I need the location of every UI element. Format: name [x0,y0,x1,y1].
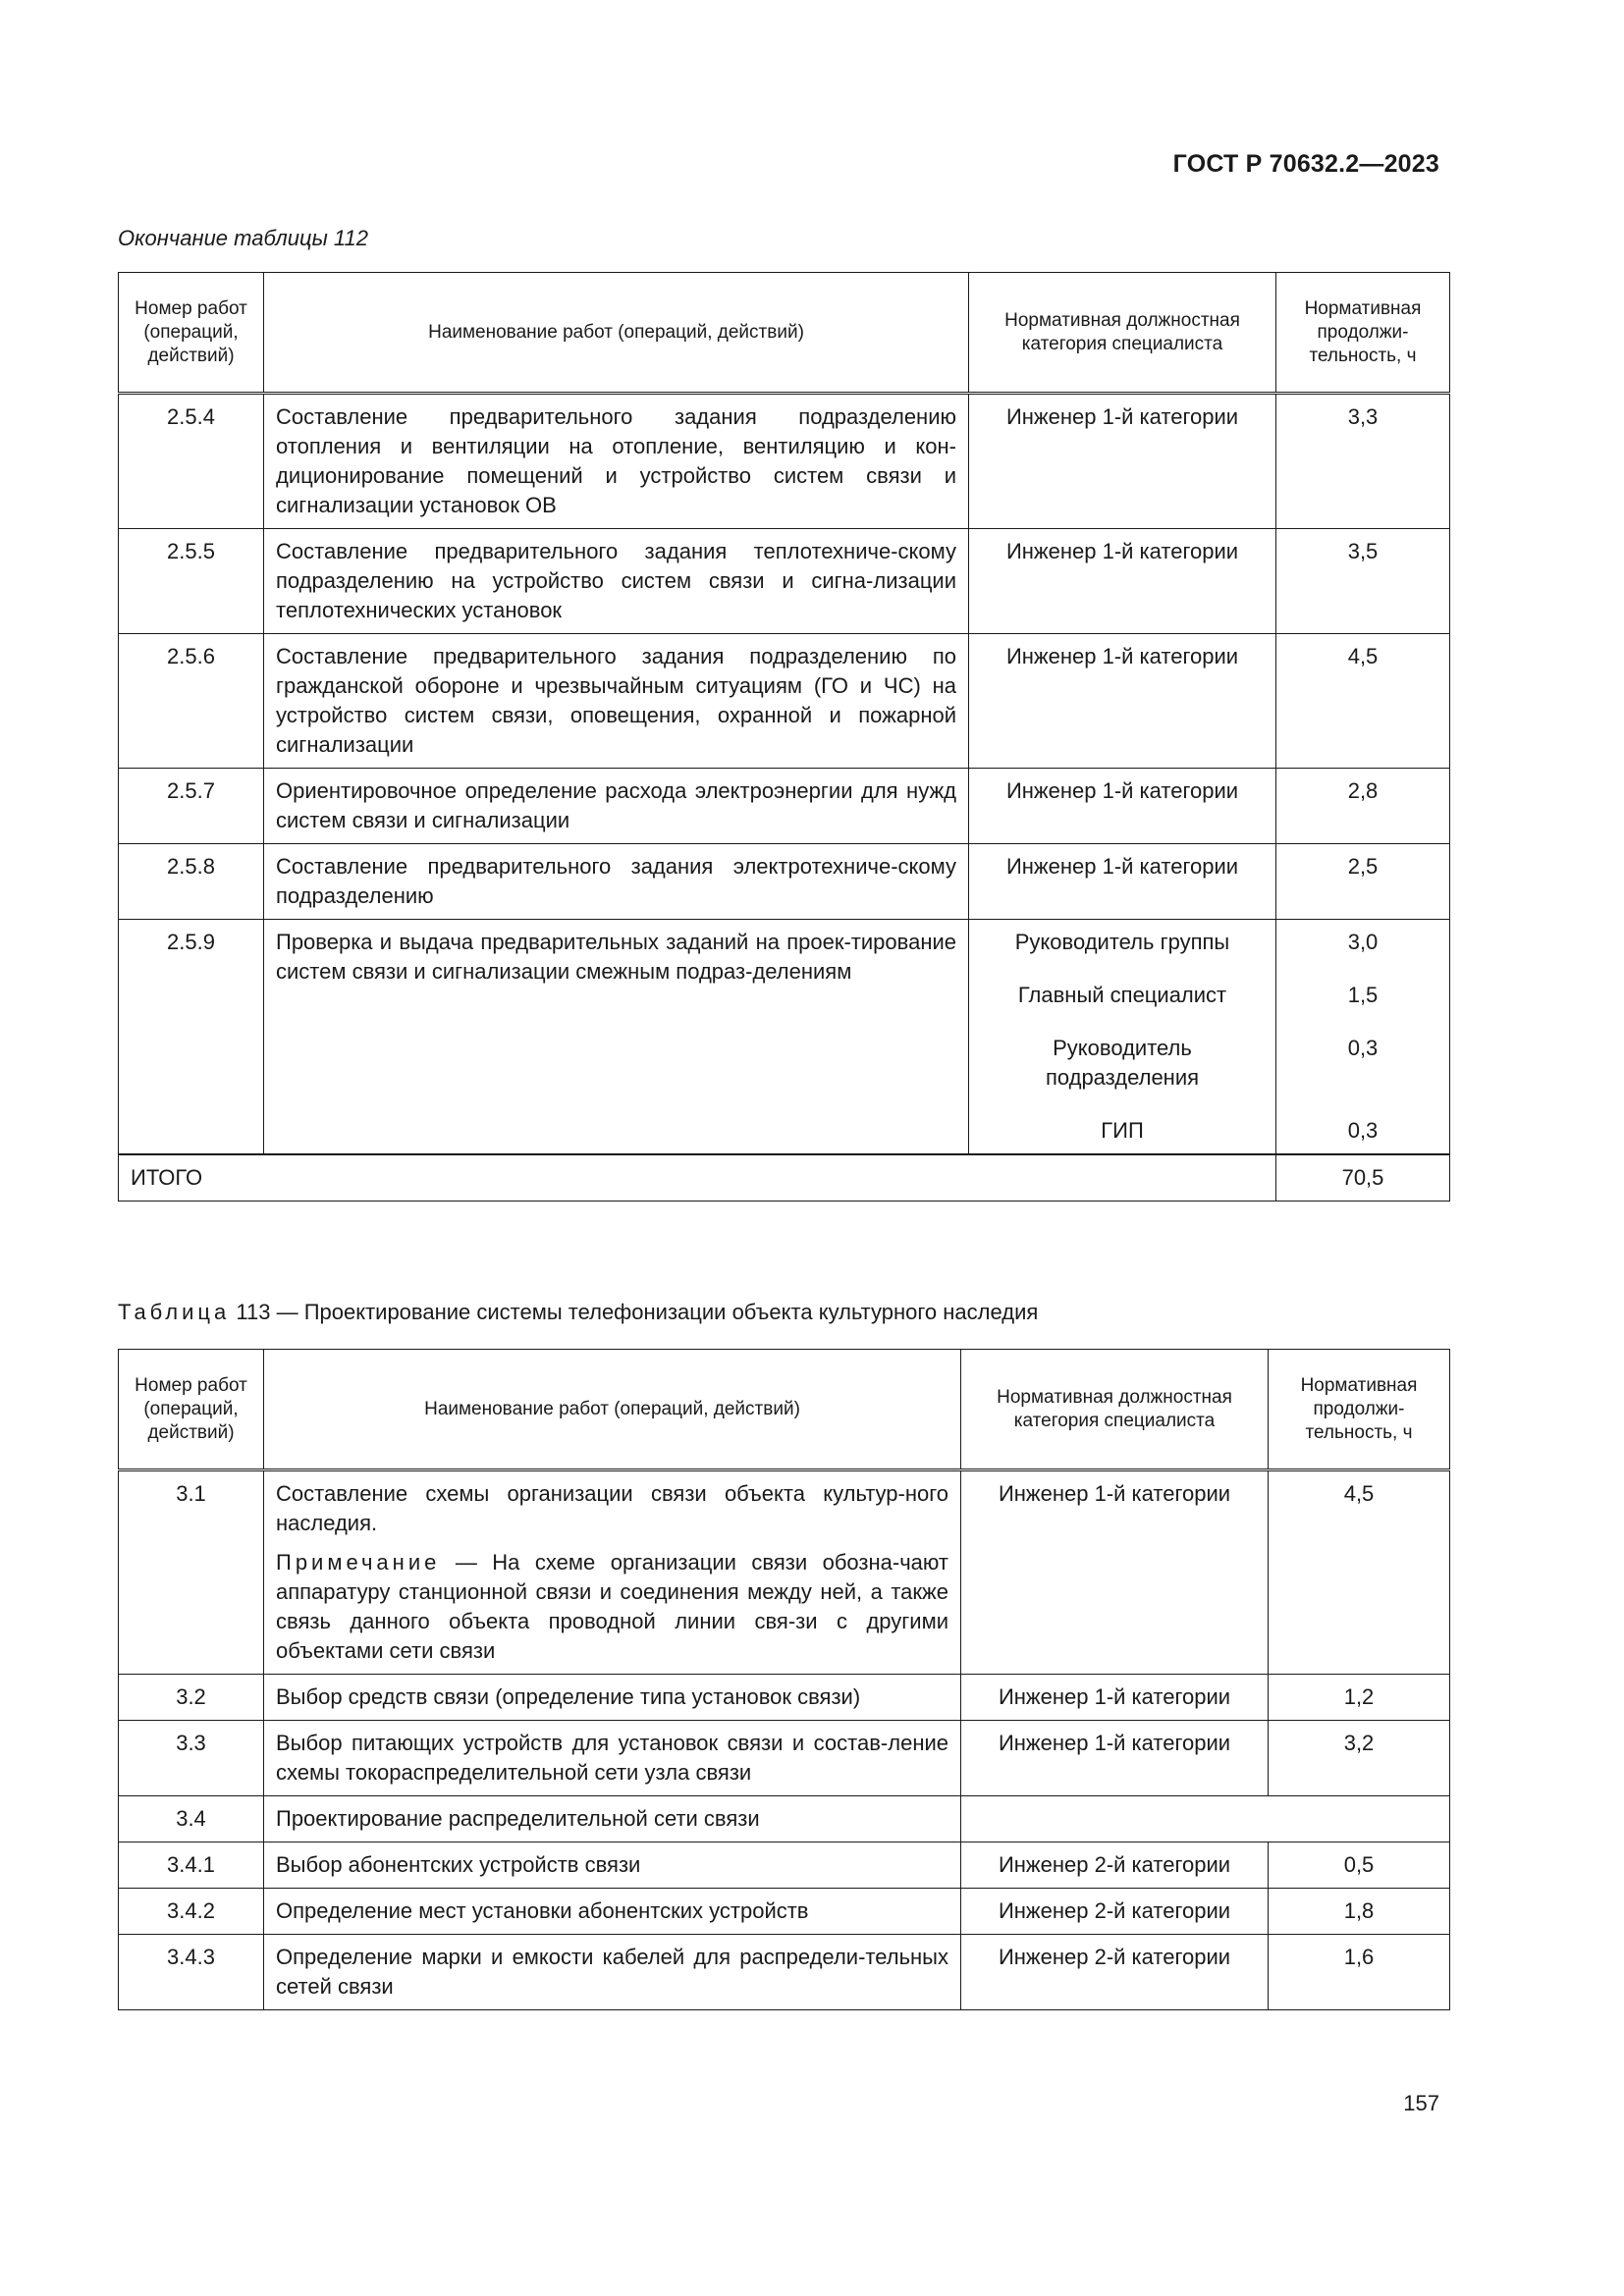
note-label: Примечание [276,1550,441,1575]
row-duration: 4,5 [1269,1470,1450,1675]
row-number: 3.4 [119,1796,264,1842]
row-name: Определение марки и емкости кабелей для распредели-тельных сетей связи [264,1935,961,2010]
role-category: Руководитель группы [1014,930,1230,954]
row-name: Составление предварительного задания подразделению отопления и вентиляции на отопление, вентиляцию и кон-диционирование помещений и устройство систем связи и сигнализации установок ОВ [264,394,969,529]
row-duration: 3,2 [1269,1721,1450,1796]
column-header-name: Наименование работ (операций, действий) [264,273,969,394]
total-value: 70,5 [1276,1154,1450,1201]
row-category: Инженер 2-й категории [961,1889,1269,1935]
row-duration: 1,2 [1269,1675,1450,1721]
caption-word: Таблица [118,1300,231,1324]
row-category: Инженер 1-й категории [969,769,1276,844]
row-name: Выбор средств связи (определение типа установок связи) [264,1675,961,1721]
table-row [119,634,1450,769]
row-name: Ориентировочное определение расхода электроэнергии для нужд систем связи и сигнализации [264,769,969,844]
row-category: Инженер 1-й категории [969,529,1276,634]
note-text: — На схеме организации связи обозна-чают аппаратуру станционной связи и соединения между ней, а также связь данного объекта проводной линии свя-зи с другими объектами сети связи [276,1550,948,1663]
row-number: 2.5.6 [119,634,264,769]
column-header-number: Номер работ (операций, действий) [119,273,264,394]
table-row [119,1721,1450,1796]
table-row [119,1889,1450,1935]
row-duration: 1,8 [1269,1889,1450,1935]
row-number: 3.4.2 [119,1889,264,1935]
role-duration: 0,3 [1347,1118,1379,1143]
row-duration: 0,5 [1269,1842,1450,1889]
row-name: Определение мест установки абонентских устройств [264,1889,961,1935]
table-row [119,1842,1450,1889]
row-category: Инженер 2-й категории [961,1935,1269,2010]
row-duration: 3,5 [1276,529,1450,634]
role-category: ГИП [1101,1118,1144,1143]
row-duration-list [1276,920,1450,1155]
page-number: 157 [1403,2091,1439,2115]
table-row [119,1935,1450,2010]
row-name: Составление предварительного задания электротехниче-скому подразделению [264,844,969,920]
table-row [119,1796,1450,1842]
row-number: 3.4.1 [119,1842,264,1889]
row-category: Инженер 1-й категории [969,634,1276,769]
row-duration: 4,5 [1276,634,1450,769]
column-header-category: Нормативная должностная категория специалиста [961,1350,1269,1470]
document-code: ГОСТ Р 70632.2—2023 [1172,150,1439,178]
table-112 [118,272,1450,1201]
table-row [119,394,1450,529]
table-113-caption [118,1300,1038,1325]
column-header-category: Нормативная должностная категория специалиста [969,273,1276,394]
table-row [119,844,1450,920]
table-row [119,529,1450,634]
column-header-name: Наименование работ (операций, действий) [264,1350,961,1470]
row-number: 3.2 [119,1675,264,1721]
table-112-caption: Окончание таблицы 112 [118,226,368,250]
row-name: Выбор питающих устройств для установок связи и состав-ление схемы токораспределительной сети узла связи [264,1721,961,1796]
row-number: 2.5.8 [119,844,264,920]
row-duration: 2,8 [1276,769,1450,844]
row-name: Составление предварительного задания подразделению по гражданской обороне и чрезвычайным ситуациям (ГО и ЧС) на устройство систем связи, оповещения, охранной и пожарной сигнализации [264,634,969,769]
row-category: Инженер 1-й категории [961,1675,1269,1721]
row-category: Инженер 1-й категории [961,1721,1269,1796]
role-duration: 3,0 [1347,930,1379,954]
row-category: Инженер 1-й категории [969,394,1276,529]
row-number: 3.3 [119,1721,264,1796]
caption-text: 113 — Проектирование системы телефонизации объекта культурного наследия [236,1300,1039,1324]
column-header-number: Номер работ (операций, действий) [119,1350,264,1470]
row-name-with-note [264,1470,961,1675]
row-name: Выбор абонентских устройств связи [264,1842,961,1889]
row-category: Инженер 1-й категории [961,1470,1269,1675]
row-category-list [969,920,1276,1155]
row-duration: 2,5 [1276,844,1450,920]
row-number: 2.5.5 [119,529,264,634]
row-number: 2.5.4 [119,394,264,529]
row-name: Проектирование распределительной сети связи [264,1796,961,1842]
total-label: ИТОГО [119,1154,1276,1201]
table-row [119,1470,1450,1675]
role-duration: 0,3 [1347,1036,1379,1060]
row-empty [961,1796,1450,1842]
role-category: Руководитель подразделения [1045,1036,1200,1090]
row-category: Инженер 2-й категории [961,1842,1269,1889]
row-note [276,1548,948,1666]
column-header-duration: Нормативная продолжи-тельность, ч [1276,273,1450,394]
row-name: Составление предварительного задания теплотехниче-скому подразделению на устройство систем связи и сигна-лизации теплотехнических установок [264,529,969,634]
row-duration: 3,3 [1276,394,1450,529]
column-header-duration: Нормативная продолжи-тельность, ч [1269,1350,1450,1470]
row-number: 3.4.3 [119,1935,264,2010]
total-row [119,1154,1450,1201]
table-row [119,920,1450,1155]
role-category: Главный специалист [1017,983,1227,1007]
row-name: Проверка и выдача предварительных заданий на проек-тирование систем связи и сигнализации смежным подраз-делениям [264,920,969,1155]
row-duration: 1,6 [1269,1935,1450,2010]
table-row [119,769,1450,844]
row-name: Составление схемы организации связи объекта культур-ного наследия. [276,1481,948,1535]
row-number: 2.5.7 [119,769,264,844]
row-number: 2.5.9 [119,920,264,1155]
row-category: Инженер 1-й категории [969,844,1276,920]
table-113 [118,1349,1450,2010]
role-duration: 1,5 [1347,983,1379,1007]
table-row [119,1675,1450,1721]
row-number: 3.1 [119,1470,264,1675]
